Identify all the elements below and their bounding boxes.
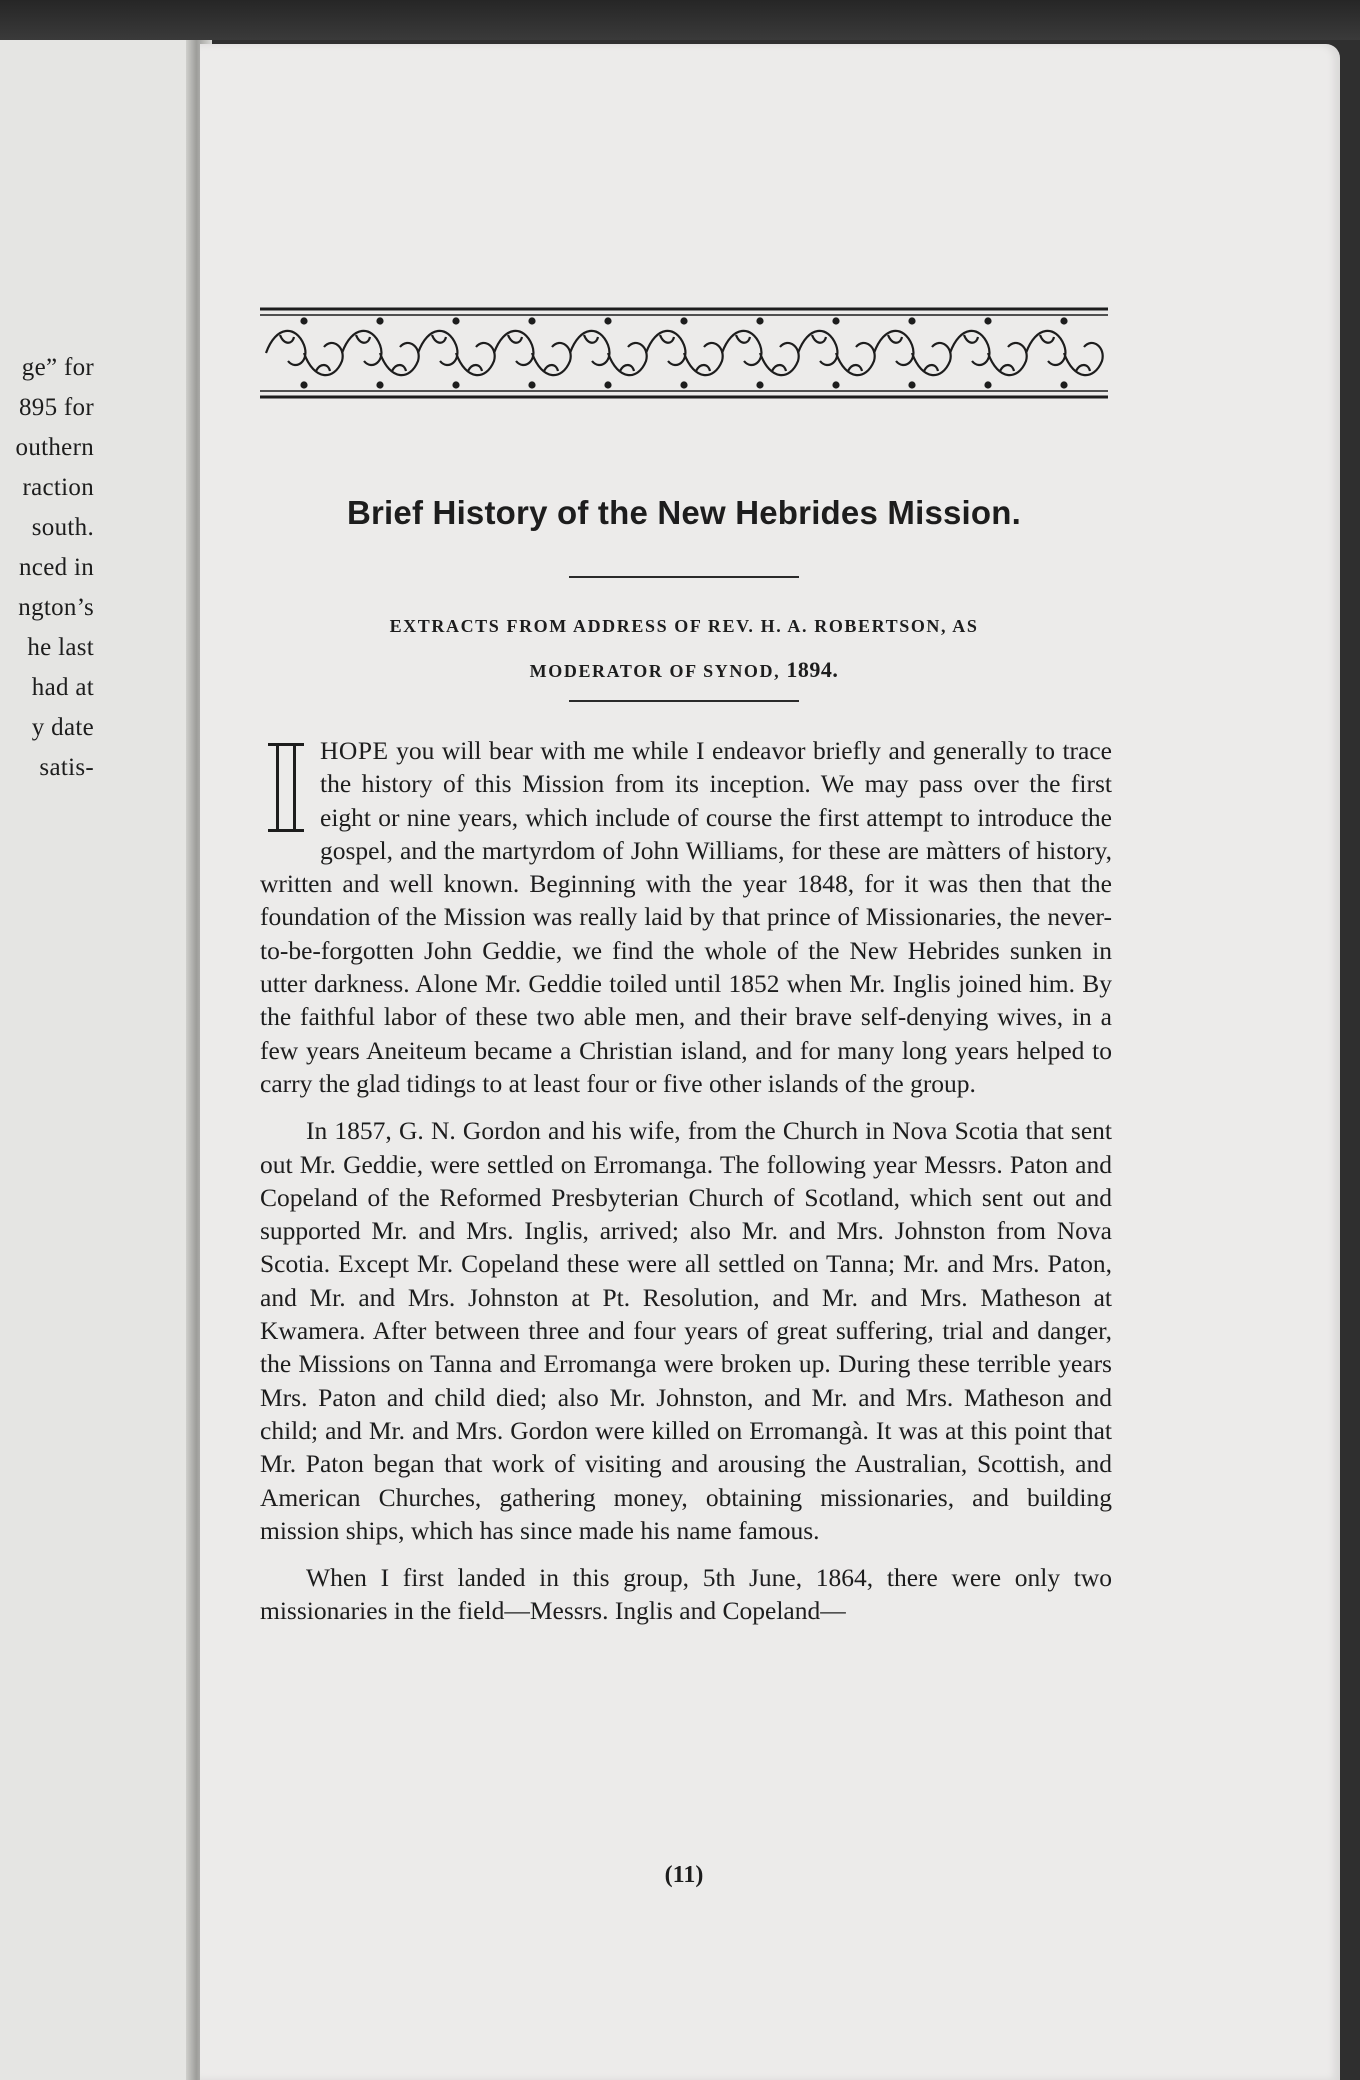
ornament-dot [302,319,307,324]
left-page-line: 895 for [18,394,94,421]
ornament-scroll [798,331,875,375]
ornament-dot [834,319,839,324]
ornament-scroll [722,331,799,375]
ornament-dot [758,319,763,324]
first-word: HOPE [320,736,389,765]
drop-cap-initial [268,743,302,835]
subtitle-line-1: EXTRACTS FROM ADDRESS OF REV. H. A. ROBERTSON, AS [389,616,979,636]
left-page-line: satis- [39,754,94,781]
ornament-dot [758,383,763,388]
ornament-dot [682,383,687,388]
ornament-scroll [950,331,1027,375]
article-body [260,734,1112,1642]
ornament-scroll [874,331,951,375]
scan-background [0,0,1360,40]
ornament-scroll [494,331,571,375]
article-subtitle [260,604,1108,693]
paragraph-3: When I first landed in this group, 5th June, 1864, there were only two missionaries in the field—Messrs. Inglis and Copeland— [260,1563,1112,1626]
left-page-line: south. [31,514,94,541]
ornament-dot [986,319,991,324]
left-page-line: had at [31,674,94,701]
ornament-dot [606,383,611,388]
ornament-dot [910,319,915,324]
left-page-line: he last [27,634,94,661]
ornament-dot [834,383,839,388]
title-rule-top [569,576,799,578]
ornament-dot [454,383,459,388]
page-number: (11) [664,1862,704,1888]
subtitle-line-2 [260,648,1108,693]
ornament-dot [530,319,535,324]
paragraph-1 [260,734,1112,1100]
decorative-border-ornament [260,305,1108,401]
ornament-dot [910,383,915,388]
ornament-scroll [646,331,723,375]
left-page-line: outhern [15,434,94,461]
ornament-dot [606,319,611,324]
left-page-line: ngton’s [18,594,94,621]
ornament-dot [1062,383,1067,388]
left-page-line: raction [22,474,94,501]
article-title: Brief History of the New Hebrides Mission. [346,494,1022,531]
ornament-dot [378,383,383,388]
ornament-dot [1062,319,1067,324]
paragraph-2: In 1857, G. N. Gordon and his wife, from the Church in Nova Scotia that sent out Mr. Geddie, were settled on Erromanga. The following year Messrs. Paton and Copeland of the Reformed Presbyterian Church of Scotland, which sent out and supported Mr. and Mrs. Inglis, arrived; also Mr. and Mrs. Johnston from Nova Scotia. Except Mr. Copeland these were all settled on Tanna; Mr. and Mrs. Paton, and Mr. and Mrs. Johnston at Pt. Resolution, and Mr. and Mrs. Matheson at Kwamera. After between three and four years of great suffering, trial and danger, the Missions on Tanna and Erromanga were broken up. During these terrible years Mrs. Paton and child died; also Mr. Johnston, and Mr. and Mrs. Matheson and child; and Mr. and Mrs. Gordon were killed on Erromangà. It was at this point that Mr. Paton began that work of visiting and arousing the Australian, Scottish, and American Churches, gathering money, obtaining missionaries, and building mission ships, which has since made his name famous. [260,1116,1112,1545]
left-page-line: nced in [19,554,94,581]
left-page-line: ge” for [21,354,94,381]
ornament-dot [986,383,991,388]
ornament-scroll [342,331,419,375]
left-page [0,40,196,2080]
left-page-text [0,348,94,788]
subtitle-moderator: MODERATOR OF SYNOD, [529,661,781,681]
left-page-line: y date [31,714,94,741]
ornament-scroll [1026,331,1103,375]
ornament-dot [302,383,307,388]
subtitle-year: 1894. [786,657,839,682]
ornament-dot [454,319,459,324]
ornament-dot [682,319,687,324]
title-rule-bottom [569,700,799,702]
ornament-dot [378,319,383,324]
ornament-dot [530,383,535,388]
paragraph-1-text: you will bear with me while I endeavor briefly and generally to trace the history of this Mission from its inception. We may pass over the first eight or nine years, which include of course the first attempt to introduce the gospel, and the martyrdom of John Williams, for these are màtters of history, written and well known. Beginning with the year 1848, for it was then that the foundation of the Mission was really laid by that prince of Missionaries, the never-to-be-forgotten John Geddie, we find the whole of the New Hebrides sunken in utter darkness. Alone Mr. Geddie toiled until 1852 when Mr. Inglis joined him. By the faithful labor of these two able men, and their brave self-denying wives, in a few years Aneiteum became a Christian island, and for many long years helped to carry the glad tidings to at least four or five other islands of the group. [260,736,1112,1098]
ornament-scroll [266,331,343,375]
ornament-scroll [418,331,495,375]
ornament-scroll [570,331,647,375]
